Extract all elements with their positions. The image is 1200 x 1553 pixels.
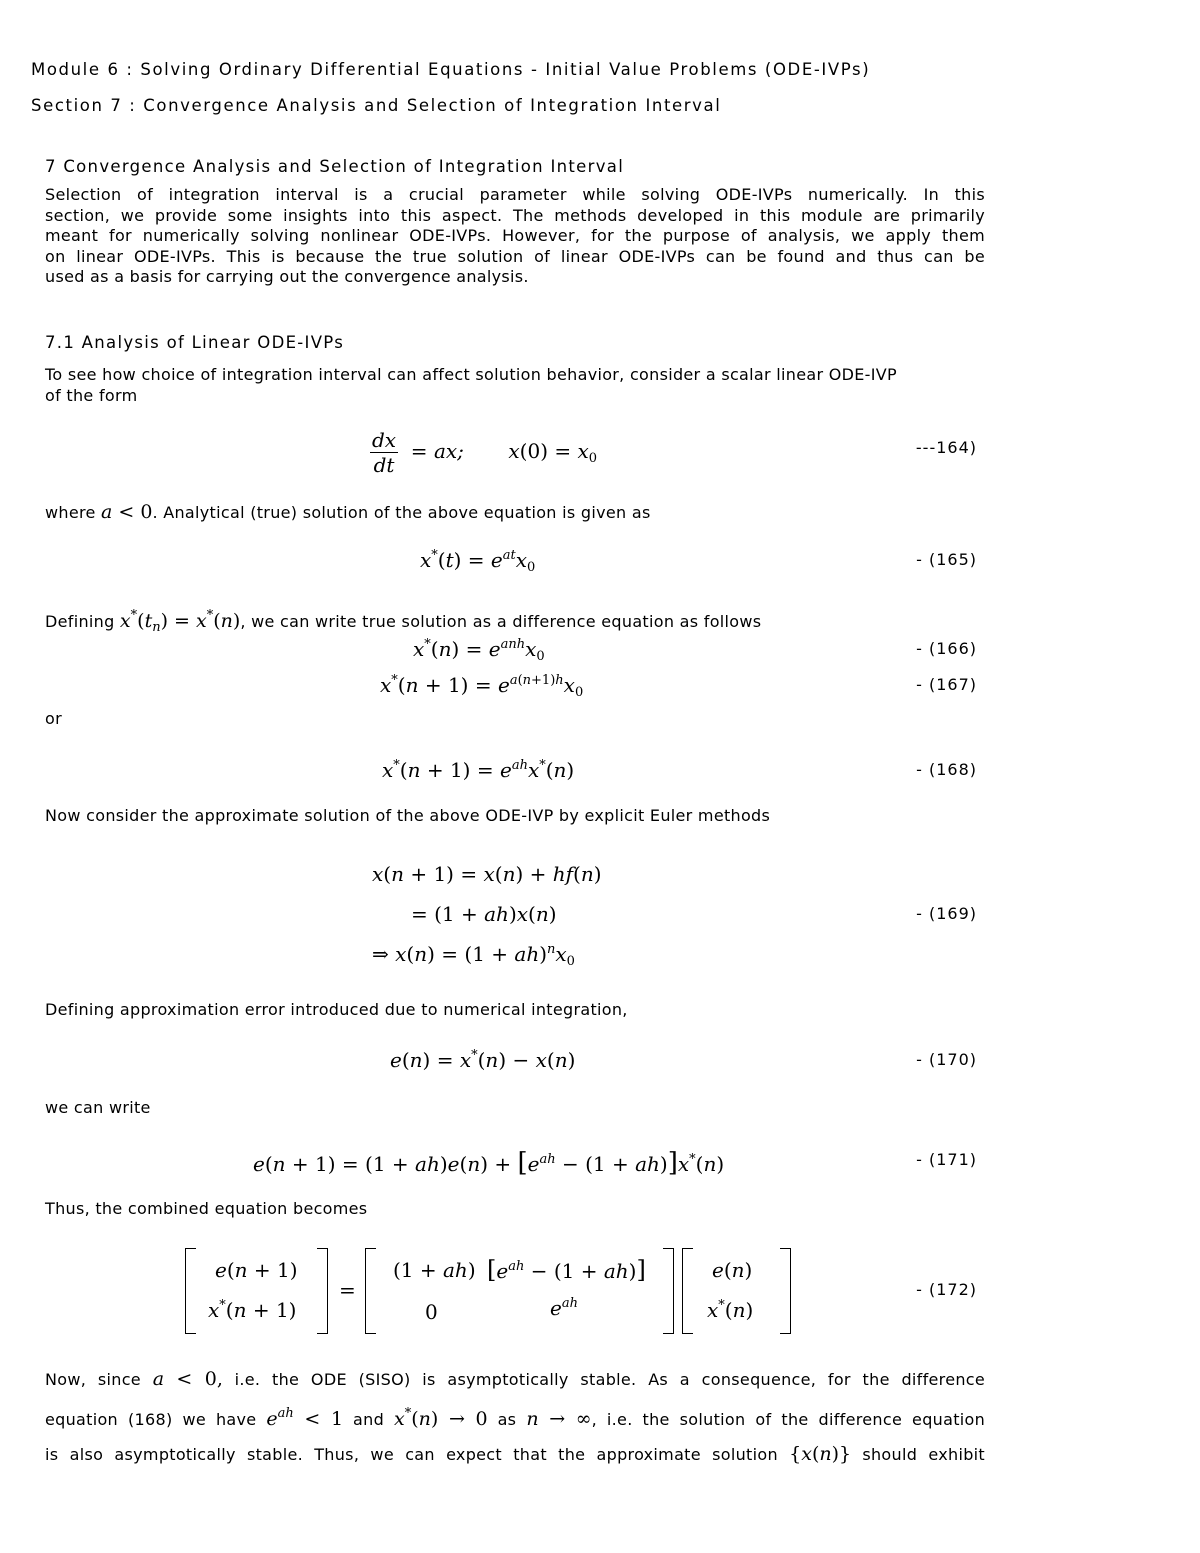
paragraph-line: of the form: [45, 385, 138, 405]
text: . Analytical (true) solution of the above equation is given as: [152, 503, 651, 522]
text: Thus, the combined equation becomes: [45, 1199, 368, 1218]
text: Now consider the approximate solution of the above ODE-IVP by explicit Euler methods: [45, 806, 771, 825]
paragraph-where: [45, 500, 985, 525]
inline-math: $e^{ah} < 1$: [266, 1406, 344, 1430]
paragraph-combined: [45, 1199, 985, 1220]
equation-164: [45, 428, 985, 478]
paragraph-line: [45, 1397, 985, 1437]
paragraph-we-can-write: [45, 1098, 985, 1119]
text: we can write: [45, 1098, 151, 1117]
intro-line: used as a basis for carrying out the convergence analysis.: [45, 267, 529, 286]
equation-number: - (165): [916, 550, 977, 569]
inline-math: a < 0,: [152, 1368, 223, 1390]
bracket-right: [317, 1248, 328, 1334]
equation-body: e(n) = x*(n) − x(n): [390, 1048, 576, 1072]
equals-sign: =: [339, 1278, 356, 1302]
text: Now, since: [45, 1370, 141, 1389]
equation-body: $e(n + 1) = (1 + ah)e(n) + [e^{ah} - (1 + ah)]x^*(n)$: [253, 1148, 725, 1178]
matrix-entry: $[e^{ah} - (1 + ah)]$: [487, 1256, 646, 1284]
text: i.e. the ODE (SISO) is asymptotically stable. As a consequence, for the difference: [234, 1370, 986, 1389]
paragraph-or: [45, 709, 985, 730]
matrix-entry: $e^{ah}$: [550, 1296, 578, 1320]
text: Defining: [45, 612, 115, 631]
section-title: Section 7 : Convergence Analysis and Selection of Integration Interval: [31, 96, 722, 115]
equation-body: $x^*(t) = e^{at}x_0$: [420, 548, 536, 575]
equation-165: [45, 546, 985, 586]
bracket-left: [185, 1248, 196, 1334]
intro-line: meant for numerically solving nonlinear ODE-IVPs. However, for the purpose of analysis, we apply them: [45, 226, 985, 245]
bracket-right: [663, 1248, 674, 1334]
inline-math: n → ∞: [526, 1408, 592, 1430]
vector-entry: e(n + 1): [215, 1258, 298, 1282]
inline-math: x*(n) → 0: [394, 1406, 488, 1430]
bracket-left: [365, 1248, 376, 1334]
inline-math: $x^*(t_n) = x^*(n)$: [119, 608, 241, 635]
equation-number: - (172): [916, 1280, 977, 1299]
text: as: [497, 1410, 517, 1429]
text: and: [353, 1410, 385, 1429]
equation-number: ---164): [915, 438, 977, 457]
equation-169: [45, 862, 985, 972]
equation-number: - (168): [916, 760, 977, 779]
equation-170: [45, 1046, 985, 1086]
intro-paragraph: [45, 185, 985, 288]
bracket-left: [682, 1248, 693, 1334]
equation-line: ⇒ $x(n) = (1 + ah)^nx_0$: [372, 942, 575, 969]
equation-172: [45, 1248, 985, 1336]
paragraph-line: [45, 1437, 985, 1472]
text: equation (168) we have: [45, 1410, 257, 1429]
text: , we can write true solution as a difference equation as follows: [240, 612, 762, 631]
matrix-entry: (1 + ah): [393, 1258, 476, 1282]
equation-number: - (171): [916, 1150, 977, 1169]
text: where: [45, 503, 96, 522]
text: is also asymptotically stable. Thus, we can expect that the approximate solution: [45, 1445, 778, 1464]
text: , i.e. the solution of the difference equation: [591, 1410, 986, 1429]
paragraph-line: To see how choice of integration interval can affect solution behavior, consider a scalar linear ODE-IVP: [45, 365, 897, 384]
equation-body: $\frac{dx}{dt}$ = ax; $x(0) = x_0$: [372, 428, 598, 477]
intro-line: section, we provide some insights into this aspect. The methods developed in this module are primarily: [45, 205, 985, 225]
paragraph-choice: [45, 365, 985, 406]
equation-line: x(n + 1) = x(n) + hf(n): [372, 862, 602, 886]
text: should exhibit: [862, 1445, 985, 1464]
inline-math: a < 0: [101, 501, 153, 523]
inline-math: {x(n)}: [789, 1443, 852, 1465]
heading-convergence: 7 Convergence Analysis and Selection of Integration Interval: [45, 157, 625, 176]
equation-number: - (170): [916, 1050, 977, 1069]
equation-168: [45, 756, 985, 796]
paragraph-stability: [45, 1362, 985, 1472]
intro-line: Selection of integration interval is a crucial parameter while solving ODE-IVPs numerically. In this: [45, 185, 985, 204]
equation-body: $x^*(n + 1) = e^{ah}x^*(n)$: [382, 758, 575, 782]
paragraph-approx-error: [45, 1000, 985, 1021]
equation-number: - (167): [916, 675, 977, 694]
bracket-right: [780, 1248, 791, 1334]
equation-166: [45, 635, 985, 675]
heading-linear-odes: 7.1 Analysis of Linear ODE-IVPs: [45, 333, 345, 352]
equation-line: = (1 + ah)x(n): [411, 902, 557, 926]
equation-167: [45, 671, 985, 711]
equation-171: [45, 1146, 985, 1186]
text: Defining approximation error introduced due to numerical integration,: [45, 1000, 628, 1019]
text: or: [45, 709, 62, 728]
module-title: Module 6 : Solving Ordinary Differential Equations - Initial Value Problems (ODE-IVPs): [31, 60, 871, 79]
matrix-entry: 0: [425, 1300, 438, 1324]
vector-entry: x*(n + 1): [208, 1298, 297, 1322]
vector-entry: e(n): [712, 1258, 753, 1282]
vector-entry: x*(n): [707, 1298, 754, 1322]
equation-body: $x^*(n + 1) = e^{a(n+1)h}x_0$: [380, 673, 584, 700]
equation-body: $x^*(n) = e^{anh}x_0$: [413, 637, 545, 664]
paragraph-euler: [45, 806, 985, 827]
equation-number: - (169): [916, 904, 977, 923]
paragraph-line: [45, 1362, 985, 1397]
equation-number: - (166): [916, 639, 977, 658]
intro-line: on linear ODE-IVPs. This is because the true solution of linear ODE-IVPs can be found and thus can be: [45, 246, 985, 266]
